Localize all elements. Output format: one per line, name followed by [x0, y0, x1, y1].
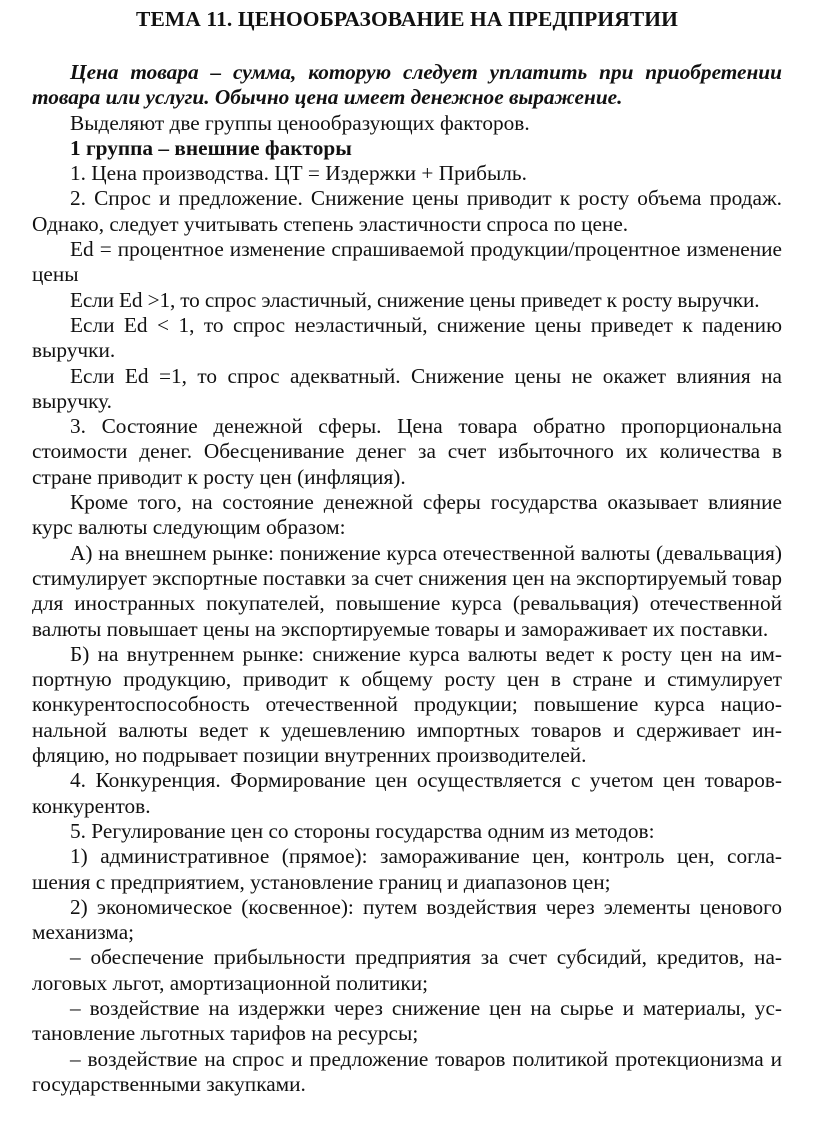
paragraph-elasticity-formula: Ed = процентное изменение спрашиваемой продукции/процентное изменение цены	[32, 237, 782, 287]
price-definition: Цена товара – сумма, которую следует уплатить при приобретении товара или услуги. Обычно цена имеет денежное выражение.	[32, 60, 782, 110]
page-title: ТЕМА 11. ЦЕНООБРАЗОВАНИЕ НА ПРЕДПРИЯТИИ	[136, 7, 678, 31]
paragraph-unit-elastic-demand: Если Ed =1, то спрос адекватный. Снижение цены не окажет влияния на выручку.	[32, 363, 782, 413]
paragraph-state-regulation: 5. Регулирование цен со стороны государства одним из методов:	[70, 818, 655, 843]
list-item-administrative: 1) административное (прямое): замораживание цен, контроль цен, соглашения с предприятием, установление границ и диапазонов цен;	[32, 844, 782, 894]
paragraph-internal-market: Б) на внутреннем рынке: снижение курса валюты ведет к росту цен на импортную продукцию, приводит к общему росту цен в стране и стимулирует конкурентоспособность отечественной продукции; повышение курса национальной валюты ведет к удешевлению импортных товаров и сдерживает инфляцию, но подрывает позиции внутренних производителей.	[32, 641, 782, 768]
paragraph-factor-groups: Выделяют две группы ценообразующих факторов.	[70, 110, 530, 135]
list-item-profitability: – обеспечение прибыльности предприятия за счет субсидий, кредитов, налоговых льгот, амортизационной политики;	[32, 945, 782, 995]
paragraph-competition: 4. Конкуренция. Формирование цен осуществляется с учетом цен товаров-конкурентов.	[32, 768, 782, 818]
section-heading-external-factors: 1 группа – внешние факторы	[70, 135, 352, 160]
list-item-costs: – воздействие на издержки через снижение цен на сырье и материалы, установление льготных тарифов на ресурсы;	[32, 995, 782, 1046]
list-item-economic: 2) экономическое (косвенное): путем воздействия через элементы ценового механизма;	[32, 894, 782, 945]
paragraph-inelastic-demand: Если Ed < 1, то спрос неэластичный, снижение цены приведет к падению выручки.	[32, 312, 782, 363]
paragraph-production-price: 1. Цена производства. ЦТ = Издержки + Прибыль.	[70, 161, 527, 186]
paragraph-monetary-sphere: 3. Состояние денежной сферы. Цена товара обратно пропорциональна стоимости денег. Обесценивание денег за счет избыточного их количества в стране приводит к росту цен (инфляция).	[32, 414, 782, 489]
paragraph-external-market: А) на внешнем рынке: понижение курса отечественной валюты (девальвация) стимулирует экспортные поставки за счет снижения цен на экспортируемый товар для иностранных покупателей, повышение курса (ревальвация) отечественной валюты повышает цены на экспортируемые товары и замораживает их поставки.	[32, 540, 782, 641]
paragraph-supply-demand: 2. Спрос и предложение. Снижение цены приводит к росту объема продаж. Однако, следует учитывать степень эластичности спроса по цене.	[32, 186, 782, 236]
paragraph-currency-influence: Кроме того, на состояние денежной сферы государства оказывает влияние курс валюты следующим образом:	[32, 490, 782, 540]
paragraph-elastic-demand: Если Ed >1, то спрос эластичный, снижение цены приведет к росту выручки.	[70, 287, 760, 312]
list-item-supply-demand: – воздействие на спрос и предложение товаров политикой протекционизма и государственными закупками.	[32, 1046, 782, 1096]
